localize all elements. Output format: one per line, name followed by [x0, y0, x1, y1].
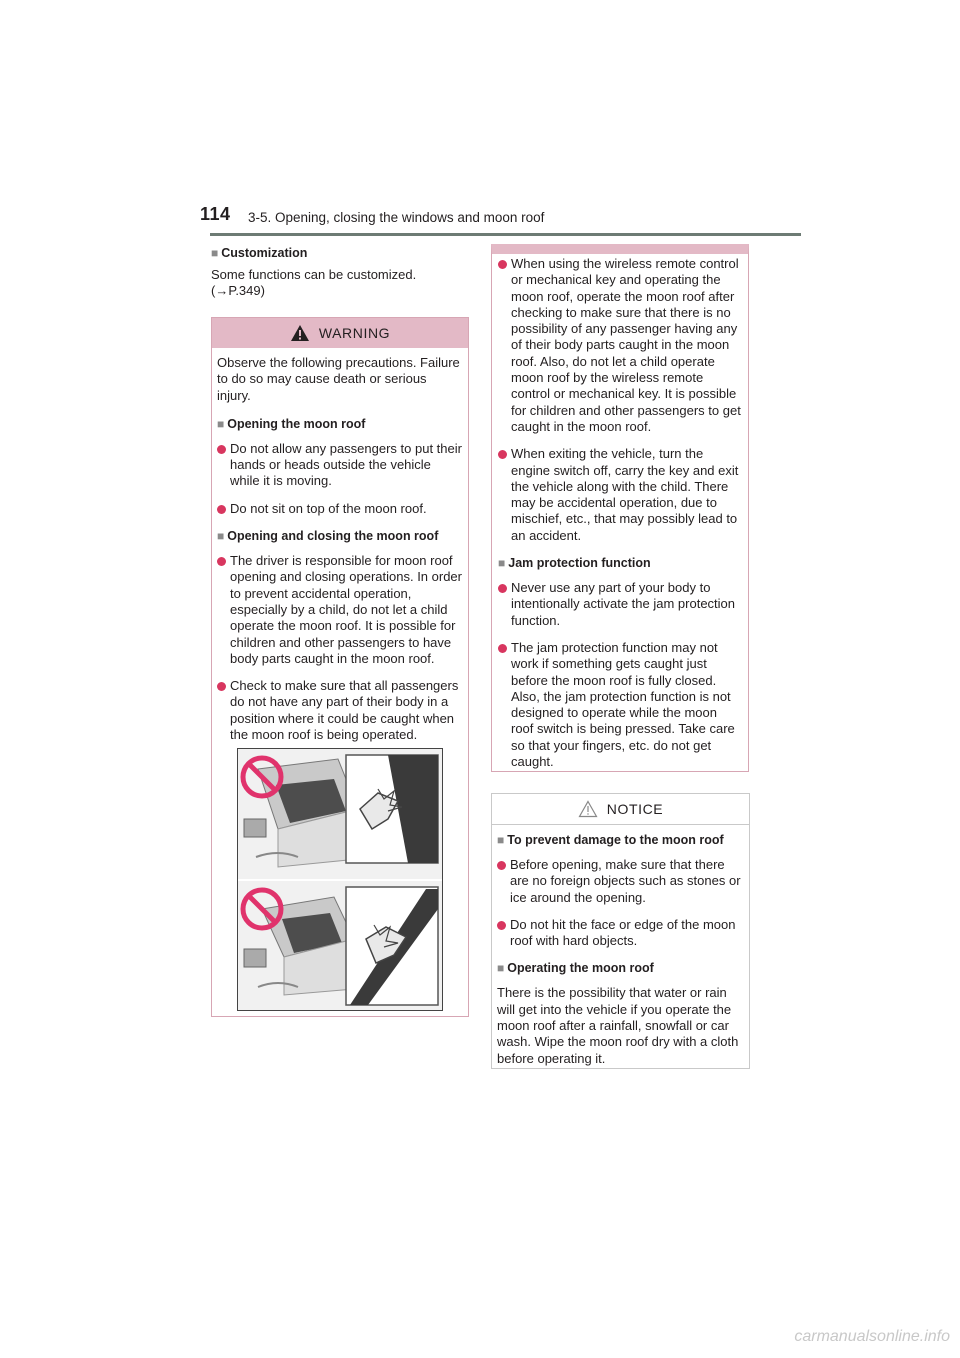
bullet-dot-icon [498, 260, 507, 269]
bullet-dot-icon [498, 584, 507, 593]
bullet-dot-icon [497, 921, 506, 930]
warning-header [212, 318, 468, 348]
bullet-item [497, 857, 744, 906]
square-bullet-icon: ■ [217, 416, 225, 431]
customization-heading [211, 245, 469, 261]
warning-label: WARNING [318, 325, 391, 341]
square-bullet-icon: ■ [498, 556, 506, 571]
notice-section-heading-text: To prevent damage to the moon roof [507, 833, 724, 847]
bullet-item [498, 580, 742, 629]
bullet-text: When using the wireless remote control or mechanical key and operating the moon roof, operate the moon roof after checking to make sure that there is no possibility of any passenger having any of their body parts caught in the moon roof. Also, do not let a child operate moon roof by the wireless remote control or mechanical key. It is possible for children and other passengers to get caught in the moon roof. [511, 256, 741, 434]
customization-text-line1: Some functions can be customized. [211, 267, 417, 282]
square-bullet-icon: ■ [497, 833, 505, 847]
bullet-text: Before opening, make sure that there are no foreign objects such as stones or ice around the opening. [510, 857, 741, 905]
bullet-item [217, 553, 463, 667]
watermark: carmanualsonline.info [794, 1328, 950, 1345]
bullet-text: Check to make sure that all passengers do not have any part of their body in a position where it could be caught when the moon roof is being operated. [230, 678, 459, 743]
customization-page-ref: (→P.349) [211, 283, 265, 299]
bullet-dot-icon [498, 450, 507, 459]
section-title: 3-5. Opening, closing the windows and moon roof [248, 210, 545, 225]
warning-triangle-icon [290, 324, 310, 342]
moon-roof-illustration [237, 748, 443, 1011]
bullet-text: The driver is responsible for moon roof opening and closing operations. In order to prevent accidental operation, especially by a child, do not let a child operate the moon roof. It is possible for children and other passengers to have body parts caught in the moon roof. [230, 553, 462, 666]
notice-section-heading [497, 960, 744, 976]
square-bullet-icon: ■ [217, 529, 225, 544]
bullet-item [498, 446, 742, 544]
bullet-item [498, 256, 742, 435]
warning-section-heading-text: Opening and closing the moon roof [227, 529, 439, 544]
warning-section-heading [217, 416, 463, 432]
bullet-item [217, 678, 463, 743]
bullet-dot-icon [217, 445, 226, 454]
notice-section-heading [497, 832, 744, 848]
warning-section-heading-text: Opening the moon roof [227, 416, 366, 431]
square-bullet-icon: ■ [497, 961, 505, 976]
bullet-item [497, 917, 744, 950]
bullet-text: The jam protection function may not work if something gets caught just before the moon roof is fully closed. Also, the jam protection function is not designed to operate while the moon roof switch is being pressed. Take care so that your fingers, etc. do not get caught. [511, 639, 735, 770]
warning-continued-box [491, 244, 749, 772]
notice-box [491, 793, 750, 1069]
bullet-dot-icon [217, 682, 226, 691]
notice-section-heading-text: Operating the moon roof [507, 961, 654, 976]
notice-header [492, 794, 749, 825]
bullet-text: Do not allow any passengers to put their hands or heads outside the vehicle while it is moving. [230, 440, 462, 489]
bullet-item [217, 441, 463, 490]
bullet-text: Do not sit on top of the moon roof. [230, 500, 427, 516]
square-bullet-icon: ■ [211, 246, 219, 260]
bullet-dot-icon [217, 505, 226, 514]
warning-intro: Observe the following precautions. Failure to do so may cause death or serious injury. [217, 355, 460, 403]
customization-section [211, 245, 469, 312]
bullet-dot-icon [497, 861, 506, 870]
notice-label: NOTICE [606, 801, 664, 817]
bullet-item [217, 501, 463, 517]
page-number: 114 [200, 204, 231, 224]
bullet-text: Do not hit the face or edge of the moon roof with hard objects. [510, 916, 736, 949]
bullet-text: When exiting the vehicle, turn the engine switch off, carry the key and exit the vehicle along with the child. There may be accidental operation, due to mischief, etc., that may possibly lead to an accident. [511, 446, 739, 543]
notice-triangle-icon [578, 800, 598, 818]
bullet-text: Never use any part of your body to intentionally activate the jam protection function. [511, 580, 736, 628]
notice-operating-text: There is the possibility that water or rain will get into the vehicle if you operate the moon roof after a rainfall, snowfall or car wash. Wipe the moon roof dry with a cloth before operating it. [497, 985, 739, 1066]
customization-text [211, 267, 469, 300]
warning-section-heading [217, 528, 463, 544]
header-rule [210, 233, 801, 236]
bullet-item [498, 640, 742, 770]
bullet-dot-icon [217, 557, 226, 566]
jam-protection-heading-text: Jam protection function [508, 556, 651, 571]
bullet-dot-icon [498, 644, 507, 653]
jam-protection-heading [498, 555, 742, 571]
customization-heading-text: Customization [221, 246, 308, 260]
prohibited-actions-illustration [238, 749, 442, 1010]
